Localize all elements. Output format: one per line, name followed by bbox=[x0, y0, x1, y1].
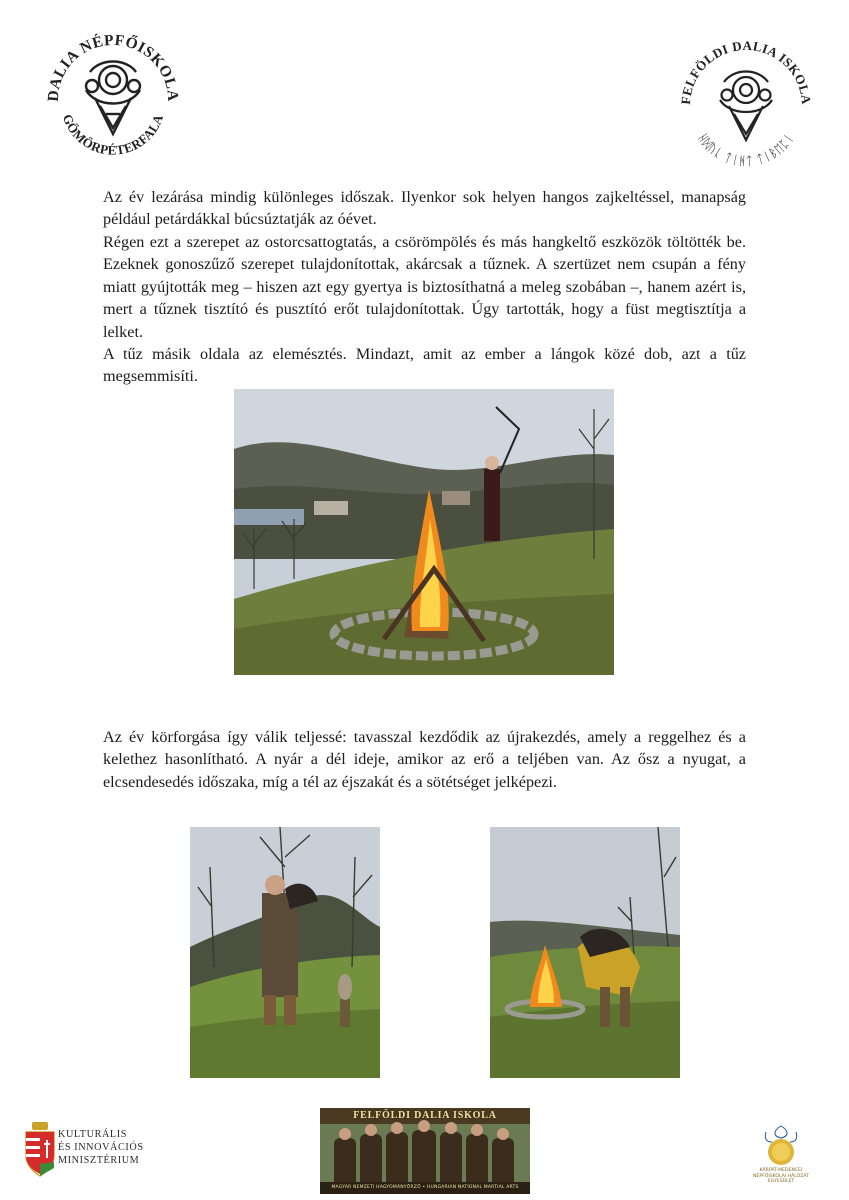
left-logo-bottom-text: GÖMÖRPÉTERFALA bbox=[59, 112, 167, 158]
school-banner bbox=[320, 1108, 530, 1194]
network-line-1: KÁRPÁT-MEDENCEI bbox=[759, 1168, 803, 1173]
ministry-logo bbox=[22, 1118, 58, 1180]
right-logo-arc-text: FELFÖLDI DALIA ISKOLA bbox=[677, 37, 815, 106]
paragraph-fire-consumption: A tűz másik oldala az elemésztés. Mindazt, amit az ember a lángok közé dob, azt a tűz megsemmisíti. bbox=[103, 345, 746, 386]
fire-ritual-photo bbox=[490, 827, 680, 1078]
left-logo-arc-text: DALIA NÉPFŐISKOLA bbox=[44, 31, 182, 103]
banner-subtitle: MAGYAR NEMZETI HAGYOMÁNYŐRZŐ • HUNGARIAN NATIONAL MARTIAL ARTS bbox=[331, 1185, 519, 1190]
network-label bbox=[742, 1168, 820, 1185]
hungarian-coat-of-arms-icon bbox=[22, 1118, 58, 1180]
left-logo bbox=[40, 28, 186, 168]
falconer-photo bbox=[190, 827, 380, 1078]
network-line-2: NÉPFŐISKOLAI HÁLÓZAT bbox=[753, 1173, 809, 1179]
ministry-line-1: KULTURÁLIS bbox=[58, 1129, 128, 1140]
knotwork-emblem-icon bbox=[720, 72, 772, 141]
knotwork-emblem-icon bbox=[86, 62, 140, 135]
network-line-3: EGYESÜLET bbox=[767, 1179, 795, 1185]
ministry-label bbox=[58, 1128, 168, 1167]
banner-title: FELFÖLDI DALIA ISKOLA bbox=[353, 1110, 497, 1121]
svg-text:ᚺᛞᚢᚳ ᛏᛁᚻᛏ ᛏᛁᛒᛖᛈᛁ bbox=[695, 131, 796, 168]
ministry-line-3: MINISZTÉRIUM bbox=[58, 1155, 140, 1166]
bonfire-photo bbox=[234, 389, 614, 675]
right-logo-rune-text: ᚺᛞᚢᚳ ᛏᛁᚻᛏ ᛏᛁᛒᛖᛈᛁ bbox=[695, 130, 797, 169]
paragraph-year-cycle: Az év körforgása így válik teljessé: tavasszal kezdődik az újrakezdés, amely a reggelhez és a kelethez hasonlítható. A nyár a dél ideje, amikor az erő a teljében van. Az ősz a nyugat, a elcsendesedés időszaka, míg a tél az éjszakát és a sötétséget jelképezi. bbox=[103, 728, 746, 791]
sun-network-icon bbox=[752, 1122, 810, 1168]
network-logo bbox=[752, 1122, 810, 1168]
paragraph-noise-tradition: Régen ezt a szerepet az ostorcsattogtatás, a csörömpölés és más hangkeltő eszközök töltötték be. Ezeknek gonoszűző szerepet tulajdonítottak, akárcsak a tűznek. A szertüzet nem csupán a fény miatt gyújtották meg – hiszen azt egy gyertya is biztosíthatná a meleg szobában –, hanem azért is, mert a tűznek tisztító és pusztító erőt tulajdonítottak. Úgy tartották, hogy a füst megtisztítja a lelket. bbox=[103, 233, 746, 341]
ministry-line-2: ÉS INNOVÁCIÓS bbox=[58, 1142, 144, 1153]
paragraph-intro: Az év lezárása mindig különleges időszak. Ilyenkor sok helyen hangos zajkeltéssel, manapság például petárdákkal búcsúztatják az óévet. bbox=[103, 188, 746, 229]
right-logo bbox=[672, 28, 818, 174]
